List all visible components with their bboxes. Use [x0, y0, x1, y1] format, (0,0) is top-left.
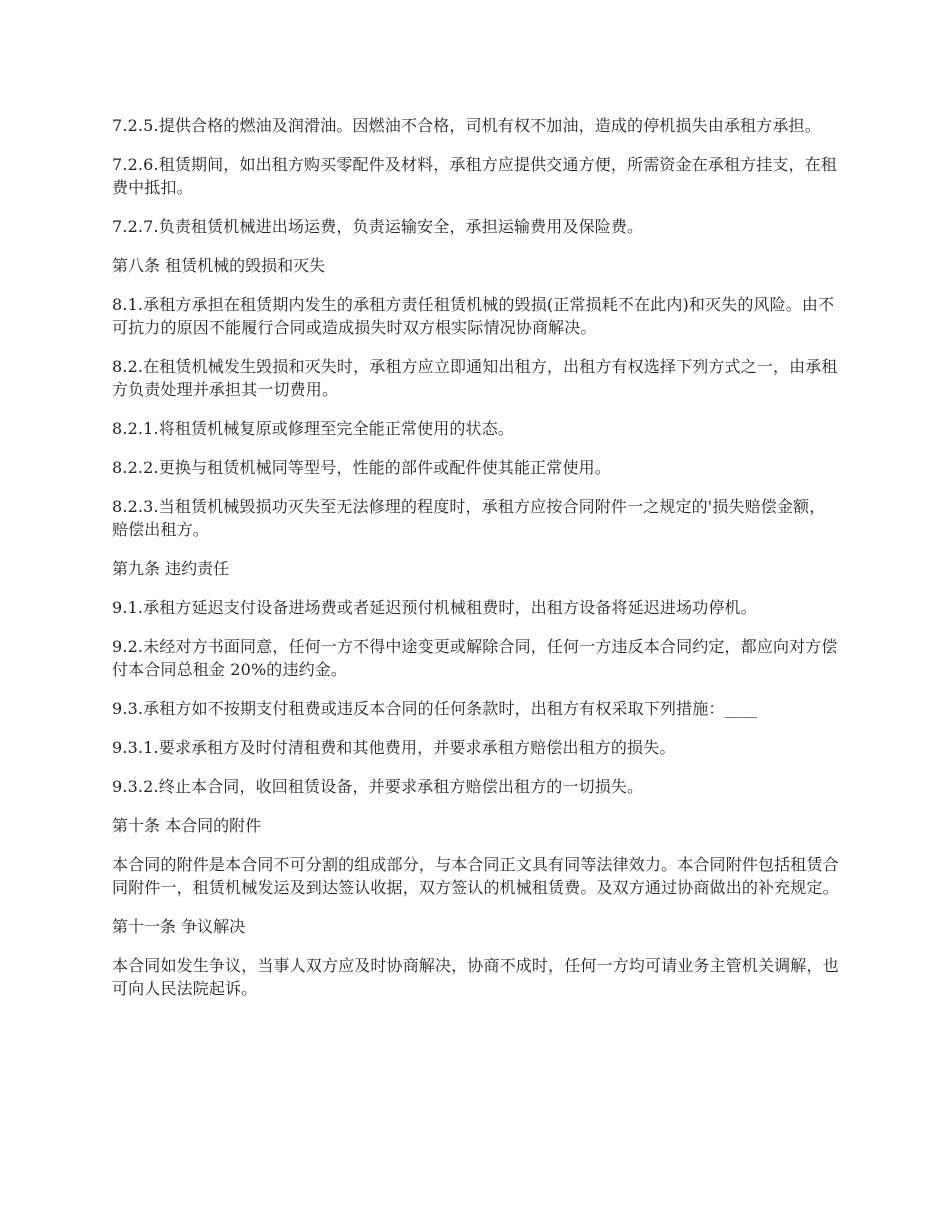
- article-10-heading: 第十条 本合同的附件: [112, 816, 262, 835]
- clause-7-2-7: 7.2.7.负责租赁机械进出场运费，负责运输安全，承担运输费用及保险费。: [112, 217, 644, 236]
- document-body: [112, 114, 840, 1016]
- article-10-body: 本合同的附件是本合同不可分割的组成部分，与本合同正文具有同等法律效力。本合同附件包括租赁合同附件一，租赁机械发运及到达签认收据，双方签认的机械租赁费。及双方通过协商做出的补充规定。: [112, 855, 839, 897]
- clause-9-2: 9.2.未经对方书面同意，任何一方不得中途变更或解除合同，任何一方违反本合同约定，都应向对方偿付本合同总租金 20%的违约金。: [112, 637, 838, 679]
- clause-8-2: 8.2.在租赁机械发生毁损和灭失时，承租方应立即通知出租方，出租方有权选择下列方式之一，由承租方负责处理并承担其一切费用。: [112, 357, 838, 399]
- clause-7-2-6: 7.2.6.租赁期间，如出租方购买零配件及材料，承租方应提供交通方便，所需资金在承租方挂支，在租费中抵扣。: [112, 155, 837, 197]
- clause-8-2-3: 8.2.3.当租赁机械毁损功灭失至无法修理的程度时，承租方应按合同附件一之规定的'损失赔偿金额，赔偿出租方。: [112, 497, 826, 539]
- clause-8-2-1: 8.2.1.将租赁机械复原或修理至完全能正常使用的状态。: [112, 419, 514, 438]
- clause-9-1: 9.1.承租方延迟支付设备进场费或者延迟预付机械租费时，出租方设备将延迟进场功停机。: [112, 598, 757, 617]
- clause-7-2-5: 7.2.5.提供合格的燃油及润滑油。因燃油不合格，司机有权不加油，造成的停机损失由承租方承担。: [112, 116, 821, 135]
- article-8-heading: 第八条 租赁机械的毁损和灭失: [112, 256, 326, 275]
- clause-8-2-2: 8.2.2.更换与租赁机械同等型号，性能的部件或配件使其能正常使用。: [112, 458, 611, 477]
- clause-9-3: 9.3.承租方如不按期支付租费或违反本合同的任何条款时，出租方有权采取下列措施：____: [112, 699, 758, 718]
- article-11-body: 本合同如发生争议，当事人双方应及时协商解决，协商不成时，任何一方均可请业务主管机关调解，也可向人民法院起诉。: [112, 956, 839, 998]
- clause-9-3-1: 9.3.1.要求承租方及时付清租费和其他费用，并要求承租方赔偿出租方的损失。: [112, 738, 676, 757]
- clause-8-1: 8.1.承租方承担在租赁期内发生的承租方责任租赁机械的毁损(正常损耗不在此内)和灭失的风险。由不可抗力的原因不能履行合同或造成损失时双方根实际情况协商解决。: [112, 295, 835, 337]
- clause-9-3-2: 9.3.2.终止本合同，收回租赁设备，并要求承租方赔偿出租方的一切损失。: [112, 777, 644, 796]
- article-9-heading: 第九条 违约责任: [112, 559, 230, 578]
- article-11-heading: 第十一条 争议解决: [112, 917, 246, 936]
